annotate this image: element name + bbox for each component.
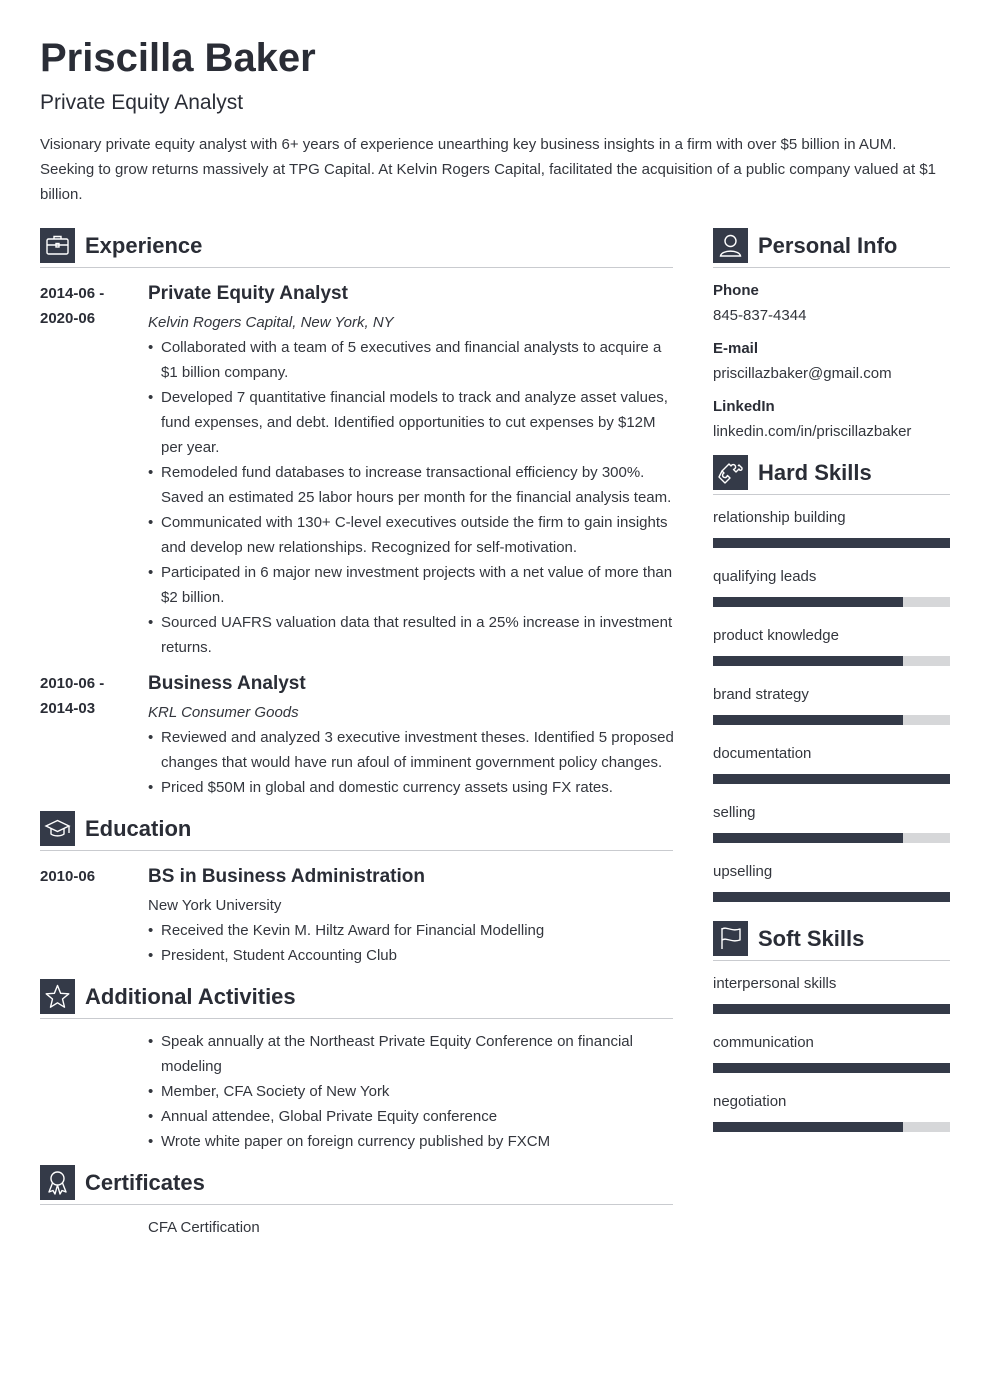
list-item: • Priced $50M in global and domestic currency assets using FX rates.	[148, 775, 674, 800]
star-icon	[40, 979, 75, 1014]
summary-text: Visionary private equity analyst with 6+ years of experience unearthing key business insights in a firm with over $5 billion in AUM. Seeking to grow returns massively at TPG Capital. At Kelvin Rogers Capital, facilitated the acquisition of a public company valued at $1 billion.	[40, 136, 937, 203]
job-1-dates	[40, 281, 104, 331]
candidate-name: Priscilla Baker	[40, 36, 316, 80]
list-item: • Annual attendee, Global Private Equity conference	[148, 1104, 674, 1129]
hard-skill-name: selling	[713, 804, 756, 821]
experience-divider	[40, 267, 673, 268]
education-divider	[40, 850, 673, 851]
soft-skill-name: communication	[713, 1034, 814, 1051]
activities-bullets	[148, 1029, 674, 1154]
job-2-date-start: 2010-06 -	[40, 675, 105, 692]
list-item: • Collaborated with a team of 5 executives and financial analysts to acquire a $1 billion company.	[148, 335, 674, 385]
hard-skill-name: upselling	[713, 863, 773, 880]
soft-skills-divider	[713, 960, 950, 961]
email-value: priscillazbaker@gmail.com	[713, 365, 892, 382]
soft-skill-bar	[713, 1004, 950, 1014]
hard-skill-bar	[713, 715, 950, 725]
hard-skill-name: documentation	[713, 745, 812, 762]
hard-skill-bar	[713, 833, 950, 843]
soft-skill-bar	[713, 1063, 950, 1073]
list-item: • Reviewed and analyzed 3 executive investment theses. Identified 5 proposed changes that would have run afoul of imminent government policy changes.	[148, 725, 674, 775]
hard-skill-bar-fill	[713, 656, 903, 666]
list-item: • Wrote white paper on foreign currency published by FXCM	[148, 1129, 674, 1154]
certificates-divider	[40, 1204, 673, 1205]
hard-skill-name: relationship building	[713, 509, 846, 526]
hard-skill-bar-fill	[713, 715, 903, 725]
hard-skill-bar	[713, 597, 950, 607]
flag-icon	[713, 921, 748, 956]
soft-skill-name: interpersonal skills	[713, 975, 837, 992]
linkedin-label: LinkedIn	[713, 398, 775, 415]
list-item: • Remodeled fund databases to increase transactional efficiency by 300%. Saved an estimated 25 labor hours per month for the financial analysis team.	[148, 460, 674, 510]
phone-label: Phone	[713, 282, 759, 299]
job-1-role: Private Equity Analyst	[148, 283, 348, 304]
job-1-bullets	[148, 335, 674, 660]
list-item: • Sourced UAFRS valuation data that resulted in a 25% increase in investment returns.	[148, 610, 674, 660]
hard-skill-bar	[713, 774, 950, 784]
soft-skill-bar	[713, 1122, 950, 1132]
certificates-heading: Certificates	[85, 1170, 205, 1195]
activities-divider	[40, 1018, 673, 1019]
education-date: 2010-06	[40, 868, 96, 885]
hard-skill-name: qualifying leads	[713, 568, 817, 585]
education-degree: BS in Business Administration	[148, 866, 425, 887]
briefcase-icon	[40, 228, 75, 263]
candidate-title: Private Equity Analyst	[40, 91, 244, 114]
list-item: • Received the Kevin M. Hiltz Award for Financial Modelling	[148, 918, 674, 943]
linkedin-value: linkedin.com/in/priscillazbaker	[713, 423, 912, 440]
hard-skill-bar	[713, 656, 950, 666]
list-item: • Participated in 6 major new investment projects with a net value of more than $2 billion.	[148, 560, 674, 610]
hard-skills-heading: Hard Skills	[758, 460, 872, 485]
education-heading: Education	[85, 816, 192, 841]
job-1-company: Kelvin Rogers Capital, New York, NY	[148, 314, 394, 331]
soft-skill-bar-fill	[713, 1063, 950, 1073]
user-icon	[713, 228, 748, 263]
personal-info-heading: Personal Info	[758, 233, 898, 258]
hard-skill-bar-fill	[713, 833, 903, 843]
soft-skill-bar-fill	[713, 1122, 903, 1132]
job-2-dates	[40, 671, 104, 721]
hard-skill-name: product knowledge	[713, 627, 839, 644]
hard-skill-name: brand strategy	[713, 686, 809, 703]
award-ribbon-icon	[40, 1165, 75, 1200]
activities-heading: Additional Activities	[85, 984, 296, 1009]
hard-skill-bar-fill	[713, 597, 903, 607]
email-label: E-mail	[713, 340, 759, 357]
hard-skill-bar-fill	[713, 538, 950, 548]
list-item: • Speak annually at the Northeast Private Equity Conference on financial modeling	[148, 1029, 674, 1079]
soft-skill-name: negotiation	[713, 1093, 787, 1110]
hard-skill-bar	[713, 538, 950, 548]
hard-skill-bar-fill	[713, 774, 950, 784]
list-item: • Developed 7 quantitative financial models to track and analyze asset values, fund expenses, and debt. Identified opportunities to cut expenses by $12M per year.	[148, 385, 674, 460]
certificate-item: CFA Certification	[148, 1219, 260, 1236]
list-item: • Member, CFA Society of New York	[148, 1079, 674, 1104]
education-bullets	[148, 918, 674, 968]
job-1-date-end: 2020-06	[40, 310, 96, 327]
education-school: New York University	[148, 897, 282, 914]
job-2-date-end: 2014-03	[40, 700, 96, 717]
hard-skill-bar-fill	[713, 892, 950, 902]
job-1-date-start: 2014-06 -	[40, 285, 105, 302]
job-2-role: Business Analyst	[148, 673, 306, 694]
soft-skills-heading: Soft Skills	[758, 926, 865, 951]
list-item: • Communicated with 130+ C-level executives outside the firm to gain insights and develop new relationships. Recognized for self-motivation.	[148, 510, 674, 560]
job-2-bullets	[148, 725, 674, 800]
job-2-company: KRL Consumer Goods	[148, 704, 299, 721]
soft-skill-bar-fill	[713, 1004, 950, 1014]
graduation-cap-icon	[40, 811, 75, 846]
puzzle-icon	[713, 455, 748, 490]
hard-skill-bar	[713, 892, 950, 902]
phone-value: 845-837-4344	[713, 307, 807, 324]
hard-skills-divider	[713, 494, 950, 495]
personal-info-divider	[713, 267, 950, 268]
experience-heading: Experience	[85, 233, 203, 258]
list-item: • President, Student Accounting Club	[148, 943, 674, 968]
